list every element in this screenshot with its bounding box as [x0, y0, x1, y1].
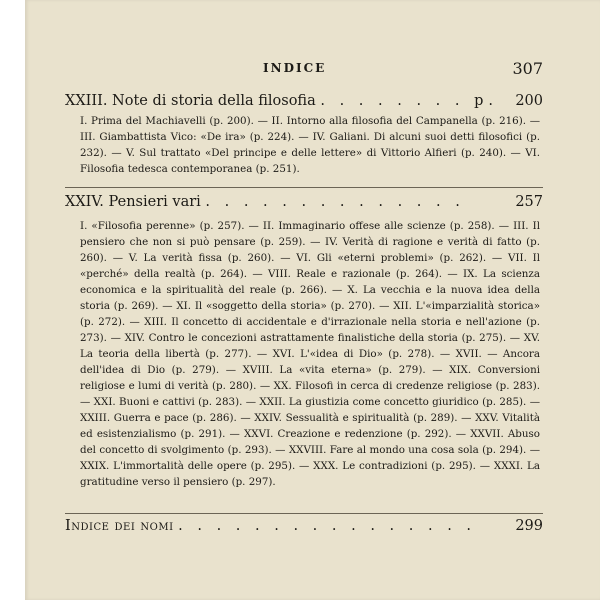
- section-heading-xxiii: [65, 93, 543, 109]
- dot-leader: . . . . . . . . . . . . . .: [205, 194, 465, 210]
- dot-leader: . . . . . . . . p.: [320, 93, 498, 109]
- page-number: 307: [512, 59, 543, 78]
- running-header: [25, 59, 600, 81]
- book-page: [25, 0, 600, 600]
- index-of-names-entry: [65, 518, 543, 534]
- dot-leader: . . . . . . . . . . . . . . . .: [178, 518, 477, 534]
- section-contents-xxiii: I. Prima del Machiavelli (p. 200). — II. Intorno alla filosofia del Campanella (p. 216). — III. Giambattista Vico: «De ira» (p. 224). — IV. Galiani. Di alcuni suoi detti filosofici (p. 232). — V. Sul trattato «Del principe e delle lettere» di Vittorio Alfieri (p. 240). — VI. Filosofia tedesca contemporanea (p. 251).: [80, 115, 540, 175]
- section-title: XXIII. Note di storia della filosofia: [65, 93, 316, 109]
- section-divider: [65, 187, 543, 188]
- running-title: INDICE: [263, 61, 327, 75]
- index-page: 299: [511, 518, 543, 534]
- section-divider: [65, 513, 543, 514]
- section-page: 257: [511, 194, 543, 210]
- section-page: 200: [511, 93, 543, 109]
- section-title: XXIV. Pensieri vari: [65, 194, 201, 210]
- index-label: Indice dei nomi: [65, 518, 174, 534]
- section-heading-xxiv: [65, 194, 543, 210]
- section-contents-xxiv: I. «Filosofia perenne» (p. 257). — II. Immaginario offese alle scienze (p. 258). — III. Il pensiero che non si può pensare (p. 259). — IV. Verità di ragione e verità di fatto (p. 260). — V. La verità fissa (p. 260). — VI. Gli «eterni problemi» (p. 262). — VII. Il «perché» della realtà (p. 264). — VIII. Reale e razionale (p. 264). — IX. La scienza economica e la spiritualità del reale (p. 266). — X. La vecchia e la nuova idea della storia (p. 269). — XI. Il «soggetto della storia» (p. 270). — XII. L'«imparzialità storica» (p. 272). — XIII. Il concetto di accidentale e d'irrazionale nella storia e nell'azione (p. 273). — XIV. Contro le concezioni astrattamente finalistiche della storia (p. 275). — XV. La teoria della libertà (p. 277). — XVI. L'«idea di Dio» (p. 278). — XVII. — Ancora dell'idea di Dio (p. 279). — XVIII. La «vita eterna» (p. 279). — XIX. Conversioni religiose e lumi di verità (p. 280). — XX. Filosofi in cerca di credenze religiose (p. 283). — XXI. Buoni e cattivi (p. 283). — XXII. La giustizia come concetto giuridico (p. 285). — XXIII. Guerra e pace (p. 286). — XXIV. Sessualità e spiritualità (p. 289). — XXV. Vitalità ed esistenzialismo (p. 291). — XXVI. Creazione e redenzione (p. 292). — XXVII. Abuso del concetto di svolgimento (p. 293). — XXVIII. Fare al mondo una cosa sola (p. 294). — XXIX. L'immortalità delle opere (p. 295). — XXX. Le contradizioni (p. 295). — XXXI. La gratitudine verso il pensiero (p. 297).: [80, 220, 540, 488]
